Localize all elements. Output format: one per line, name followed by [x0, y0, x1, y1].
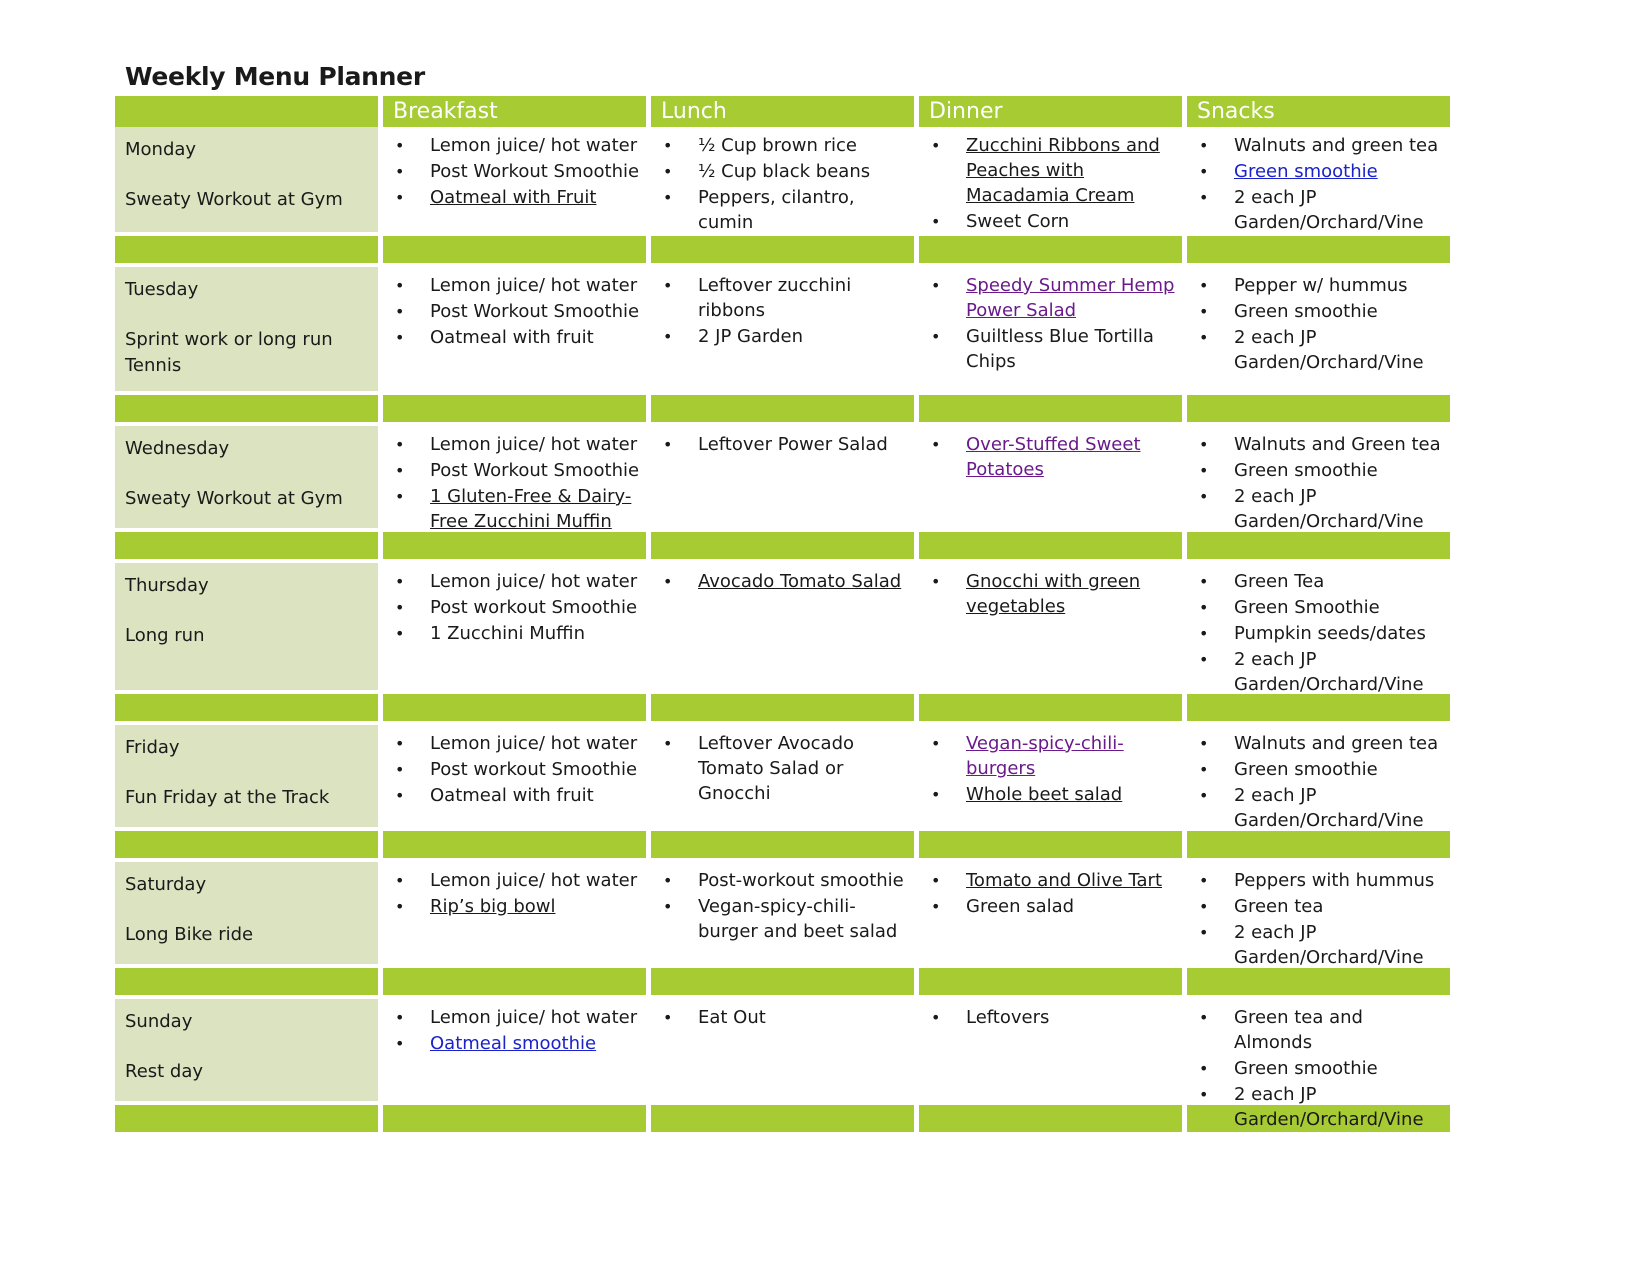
list-item [651, 159, 908, 184]
list-item [383, 894, 640, 919]
list-item [1187, 1005, 1444, 1055]
dinner-list [919, 569, 1176, 619]
item-text: Leftover Avocado Tomato Salad or Gnocchi [698, 733, 855, 804]
lunch-list [651, 133, 908, 235]
breakfast-cell-monday [383, 127, 646, 232]
separator-bar [383, 236, 646, 263]
separator-bar [651, 694, 914, 721]
item-text: Sweet Corn [966, 211, 1070, 232]
list-item [1187, 1082, 1444, 1132]
list-item [1187, 299, 1444, 324]
item-text: 2 JP Garden [698, 326, 804, 347]
lunch-list [651, 868, 908, 944]
dinner-list [919, 432, 1176, 482]
breakfast-list [383, 273, 640, 350]
day-name: Wednesday [125, 438, 230, 459]
list-item [383, 595, 640, 620]
lunch-cell-friday [651, 725, 914, 827]
lunch-cell-thursday [651, 563, 914, 690]
list-item [1187, 569, 1444, 594]
list-item [651, 1005, 908, 1030]
separator-bar [919, 968, 1182, 995]
list-item [651, 432, 908, 457]
day-activity: Sweaty Workout at Gym [125, 189, 343, 210]
item-text: Walnuts and Green tea [1234, 434, 1441, 455]
recipe-link[interactable]: Whole beet salad [966, 784, 1123, 805]
separator-bar [919, 831, 1182, 858]
separator-bar [115, 694, 378, 721]
separator-bar [115, 968, 378, 995]
item-text: Lemon juice/ hot water [430, 135, 638, 156]
separator-bar [1187, 831, 1450, 858]
day-name: Saturday [125, 874, 207, 895]
separator-bar [115, 831, 378, 858]
list-item [383, 868, 640, 893]
separator-bar [1187, 395, 1450, 422]
list-item [383, 273, 640, 298]
header-cell-lunch: Lunch [651, 96, 914, 127]
item-text: Post-workout smoothie [698, 870, 904, 891]
recipe-link[interactable]: Avocado Tomato Salad [698, 571, 902, 592]
list-item [651, 324, 908, 349]
list-item [383, 1005, 640, 1030]
list-item [1187, 595, 1444, 620]
dinner-cell-monday [919, 127, 1182, 232]
separator-bar [115, 395, 378, 422]
recipe-link[interactable]: Oatmeal smoothie [430, 1033, 597, 1054]
lunch-cell-tuesday [651, 267, 914, 391]
day-activity: Fun Friday at the Track [125, 787, 330, 808]
breakfast-cell-friday [383, 725, 646, 827]
list-item [651, 185, 908, 235]
list-item [919, 324, 1176, 374]
header-cell-day [115, 96, 378, 127]
list-item [651, 569, 908, 594]
item-text: Post workout Smoothie [430, 597, 638, 618]
day-name: Tuesday [125, 279, 199, 300]
list-item [1187, 783, 1444, 833]
separator-bar [919, 1105, 1182, 1132]
lunch-list [651, 731, 908, 806]
separator-bar [383, 532, 646, 559]
item-text: Leftover Power Salad [698, 434, 888, 455]
lunch-cell-sunday [651, 999, 914, 1101]
dinner-list [919, 1005, 1176, 1030]
list-item [1187, 894, 1444, 919]
day-activity: Rest day [125, 1061, 204, 1082]
day-activity: Sweaty Workout at Gym [125, 488, 343, 509]
lunch-cell-monday [651, 127, 914, 232]
snacks-cell-wednesday [1187, 426, 1450, 532]
separator-bar [919, 236, 1182, 263]
separator-bar [919, 532, 1182, 559]
recipe-link[interactable]: Oatmeal with Fruit [430, 187, 597, 208]
list-item [1187, 458, 1444, 483]
separator-bar [383, 1105, 646, 1132]
dinner-cell-friday [919, 725, 1182, 827]
snacks-cell-friday [1187, 725, 1450, 831]
snacks-list [1187, 273, 1444, 375]
item-text: Lemon juice/ hot water [430, 870, 638, 891]
list-item [919, 569, 1176, 619]
item-text: Oatmeal with fruit [430, 327, 594, 348]
list-item [1187, 621, 1444, 646]
separator-bar [115, 1105, 378, 1132]
list-item [919, 894, 1176, 919]
list-item [1187, 432, 1444, 457]
lunch-list [651, 432, 908, 457]
item-text: Leftovers [966, 1007, 1050, 1028]
list-item [1187, 133, 1444, 158]
item-text: Green smoothie [1234, 460, 1378, 481]
header-cell-breakfast: Breakfast [383, 96, 646, 127]
item-text: Lemon juice/ hot water [430, 733, 638, 754]
breakfast-list [383, 868, 640, 919]
breakfast-cell-wednesday [383, 426, 646, 532]
list-item [383, 159, 640, 184]
item-text: Pepper w/ hummus [1234, 275, 1408, 296]
snacks-list [1187, 1005, 1444, 1132]
dinner-list [919, 133, 1176, 234]
snacks-list [1187, 731, 1444, 833]
separator-bar [1187, 968, 1450, 995]
snacks-list [1187, 569, 1444, 697]
day-cell-friday [115, 725, 378, 827]
separator-bar [1187, 236, 1450, 263]
item-text: Oatmeal with fruit [430, 785, 594, 806]
list-item [1187, 731, 1444, 756]
list-item [1187, 273, 1444, 298]
snacks-list [1187, 868, 1444, 970]
item-text: Leftover zucchini ribbons [698, 275, 852, 321]
list-item [651, 731, 908, 806]
day-cell-thursday [115, 563, 378, 690]
day-cell-saturday [115, 862, 378, 964]
item-text: 2 each JP Garden/Orchard/Vine [1234, 327, 1424, 373]
breakfast-list [383, 133, 640, 210]
list-item [651, 894, 908, 944]
item-text: Post Workout Smoothie [430, 460, 640, 481]
separator-bar [115, 532, 378, 559]
item-text: 2 each JP Garden/Orchard/Vine [1234, 187, 1424, 233]
item-text: 1 Zucchini Muffin [430, 623, 585, 644]
item-text: Green tea [1234, 896, 1324, 917]
snacks-cell-tuesday [1187, 267, 1450, 391]
list-item [651, 133, 908, 158]
item-text: 2 each JP Garden/Orchard/Vine [1234, 1084, 1424, 1130]
list-item [383, 325, 640, 350]
dinner-list [919, 731, 1176, 807]
item-text: Lemon juice/ hot water [430, 571, 638, 592]
page-title: Weekly Menu Planner [125, 62, 425, 91]
separator-bar [651, 1105, 914, 1132]
item-text: Green Tea [1234, 571, 1325, 592]
day-name: Friday [125, 737, 180, 758]
list-item [919, 868, 1176, 893]
list-item [919, 273, 1176, 323]
list-item [1187, 484, 1444, 534]
list-item [383, 569, 640, 594]
lunch-list [651, 569, 908, 594]
separator-bar [383, 831, 646, 858]
list-item [919, 432, 1176, 482]
snacks-list [1187, 133, 1444, 235]
lunch-list [651, 1005, 908, 1030]
list-item [919, 731, 1176, 781]
separator-bar [1187, 532, 1450, 559]
breakfast-list [383, 569, 640, 646]
snacks-cell-saturday [1187, 862, 1450, 968]
lunch-cell-wednesday [651, 426, 914, 528]
day-activity: Long run [125, 625, 205, 646]
separator-bar [651, 532, 914, 559]
day-activity: Long Bike ride [125, 924, 254, 945]
menu-planner-page [115, 58, 1450, 1136]
breakfast-cell-tuesday [383, 267, 646, 391]
recipe-link[interactable]: Zucchini Ribbons and Peaches with Macadamia Cream [966, 135, 1160, 206]
separator-bar [383, 968, 646, 995]
item-text: Post Workout Smoothie [430, 161, 640, 182]
lunch-cell-saturday [651, 862, 914, 964]
dinner-cell-sunday [919, 999, 1182, 1101]
header-cell-dinner: Dinner [919, 96, 1182, 127]
breakfast-list [383, 731, 640, 808]
list-item [1187, 185, 1444, 235]
item-text: Post Workout Smoothie [430, 301, 640, 322]
list-item [383, 185, 640, 210]
item-text: Lemon juice/ hot water [430, 1007, 638, 1028]
snacks-cell-monday [1187, 127, 1450, 232]
snacks-cell-thursday [1187, 563, 1450, 695]
dinner-list [919, 868, 1176, 919]
dinner-cell-thursday [919, 563, 1182, 690]
item-text: Peppers with hummus [1234, 870, 1435, 891]
separator-bar [1187, 694, 1450, 721]
dinner-list [919, 273, 1176, 374]
item-text: Walnuts and green tea [1234, 135, 1439, 156]
recipe-link[interactable]: Gnocchi with green vegetables [966, 571, 1141, 617]
item-text: Guiltless Blue Tortilla Chips [966, 326, 1154, 372]
list-item [1187, 868, 1444, 893]
recipe-link[interactable]: Vegan-spicy-chili-burgers [966, 733, 1124, 779]
item-text: Lemon juice/ hot water [430, 275, 638, 296]
item-text: Green smoothie [1234, 759, 1378, 780]
separator-bar [919, 395, 1182, 422]
day-cell-tuesday [115, 267, 378, 391]
list-item [651, 868, 908, 893]
recipe-link[interactable]: Tomato and Olive Tart [966, 870, 1163, 891]
item-text: Vegan-spicy-chili-burger and beet salad [698, 896, 898, 942]
list-item [919, 133, 1176, 208]
item-text: Eat Out [698, 1007, 766, 1028]
separator-bar [651, 236, 914, 263]
item-text: ½ Cup brown rice [698, 135, 857, 156]
separator-bar [651, 831, 914, 858]
day-name: Thursday [125, 575, 209, 596]
list-item [1187, 325, 1444, 375]
list-item [383, 458, 640, 483]
breakfast-list [383, 432, 640, 534]
recipe-link[interactable]: Speedy Summer Hemp Power Salad [966, 275, 1175, 321]
breakfast-list [383, 1005, 640, 1056]
day-name: Monday [125, 139, 197, 160]
dinner-cell-tuesday [919, 267, 1182, 391]
list-item [1187, 757, 1444, 782]
list-item [1187, 1056, 1444, 1081]
breakfast-cell-thursday [383, 563, 646, 690]
list-item [383, 731, 640, 756]
list-item [383, 1031, 640, 1056]
list-item [1187, 159, 1444, 184]
list-item [919, 1005, 1176, 1030]
breakfast-cell-sunday [383, 999, 646, 1101]
item-text: Green salad [966, 896, 1075, 917]
day-cell-wednesday [115, 426, 378, 528]
item-text: Green Smoothie [1234, 597, 1380, 618]
day-name: Sunday [125, 1011, 193, 1032]
day-activity: Sprint work or long run Tennis [125, 329, 333, 376]
list-item [383, 621, 640, 646]
item-text: ½ Cup black beans [698, 161, 871, 182]
separator-bar [383, 694, 646, 721]
item-text: Green smoothie [1234, 1058, 1378, 1079]
breakfast-cell-saturday [383, 862, 646, 964]
menu-table [115, 96, 1450, 1136]
separator-bar [919, 694, 1182, 721]
list-item [383, 133, 640, 158]
item-text: 2 each JP Garden/Orchard/Vine [1234, 649, 1424, 695]
list-item [651, 273, 908, 323]
day-cell-sunday [115, 999, 378, 1101]
item-text: 2 each JP Garden/Orchard/Vine [1234, 785, 1424, 831]
item-text: Walnuts and green tea [1234, 733, 1439, 754]
item-text: Green tea and Almonds [1234, 1007, 1363, 1053]
list-item [919, 782, 1176, 807]
item-text: 2 each JP Garden/Orchard/Vine [1234, 922, 1424, 968]
separator-bar [115, 236, 378, 263]
separator-bar [651, 968, 914, 995]
recipe-link[interactable]: Green smoothie [1234, 161, 1378, 182]
dinner-cell-saturday [919, 862, 1182, 964]
item-text: Pumpkin seeds/dates [1234, 623, 1426, 644]
list-item [1187, 920, 1444, 970]
dinner-cell-wednesday [919, 426, 1182, 528]
list-item [919, 209, 1176, 234]
recipe-link[interactable]: 1 Gluten-Free & Dairy-Free Zucchini Muffin [430, 486, 632, 532]
recipe-link[interactable]: Rip’s big bowl [430, 896, 556, 917]
item-text: Post workout Smoothie [430, 759, 638, 780]
day-cell-monday [115, 127, 378, 232]
recipe-link[interactable]: Over-Stuffed Sweet Potatoes [966, 434, 1141, 480]
separator-bar [383, 395, 646, 422]
lunch-list [651, 273, 908, 349]
list-item [383, 484, 640, 534]
item-text: Green smoothie [1234, 301, 1378, 322]
separator-bar [651, 395, 914, 422]
list-item [1187, 647, 1444, 697]
snacks-cell-sunday [1187, 999, 1450, 1130]
list-item [383, 757, 640, 782]
list-item [383, 783, 640, 808]
list-item [383, 299, 640, 324]
item-text: 2 each JP Garden/Orchard/Vine [1234, 486, 1424, 532]
list-item [383, 432, 640, 457]
header-cell-snacks: Snacks [1187, 96, 1450, 127]
item-text: Peppers, cilantro, cumin [698, 187, 855, 233]
snacks-list [1187, 432, 1444, 534]
item-text: Lemon juice/ hot water [430, 434, 638, 455]
